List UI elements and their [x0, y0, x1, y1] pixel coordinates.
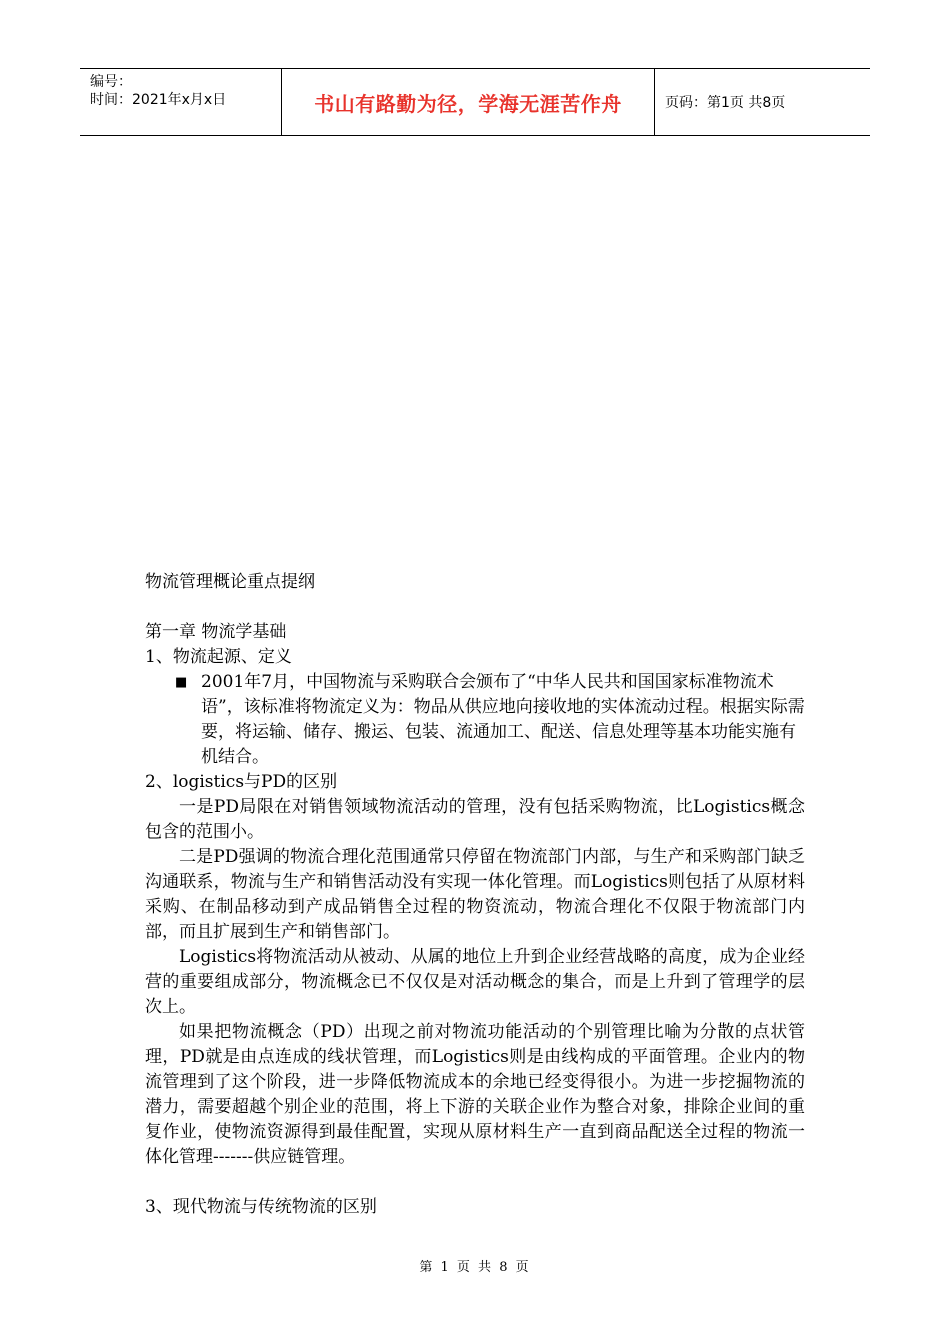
page-footer: 第 1 页 共 8 页: [419, 1260, 531, 1275]
bullet-item: [175, 670, 805, 770]
document-title: 物流管理概论重点提纲: [145, 572, 315, 592]
chapter-heading: 第一章 物流学基础: [145, 622, 287, 642]
square-bullet-icon: ■: [175, 675, 188, 690]
paragraph-4: 如果把物流概念（PD）出现之前对物流功能活动的个别管理比喻为分散的点状管理，PD就是由点连成的线状管理，而Logistics则是由线构成的平面管理。企业内的物流管理到了这个阶段，进一步降低物流成本的余地已经变得很小。为进一步挖掘物流的潜力，需要超越个别企业的范围，将上下游的关联企业作为整合对象，排除企业间的重复作业，使物流资源得到最佳配置，实现从原材料生产一直到商品配送全过程的物流一体化管理-------供应链管理。: [145, 1022, 805, 1167]
document-body: [145, 570, 805, 1220]
paragraph-1: 一是PD局限在对销售领域物流活动的管理，没有包括采购物流，比Logistics概念包含的范围小。: [145, 797, 805, 842]
paragraph-2: 二是PD强调的物流合理化范围通常只停留在物流部门内部，与生产和采购部门缺乏沟通联系，物流与生产和销售活动没有实现一体化管理。而Logistics则包括了从原材料采购、在制品移动到产成品销售全过程的物资流动，物流合理化不仅限于物流部门内部，而且扩展到生产和销售部门。: [145, 847, 805, 942]
paragraph-3: Logistics将物流活动从被动、从属的地位上升到企业经营战略的高度，成为企业经营的重要组成部分，物流概念已不仅仅是对活动概念的集合，而是上升到了管理学的层次上。: [145, 947, 805, 1017]
spacer: [145, 1170, 805, 1195]
header-page-cell: [655, 69, 870, 135]
bullet-text: 2001年7月，中国物流与采购联合会颁布了“中华人民共和国国家标准物流术语”，该标准将物流定义为：物品从供应地向接收地的实体流动过程。根据实际需要，将运输、储存、搬运、包装、流通加工、配送、信息处理等基本功能实施有机结合。: [201, 672, 805, 767]
header-table: [80, 68, 870, 136]
section-heading-1: 1、物流起源、定义: [145, 647, 292, 667]
header-motto-cell: [282, 69, 655, 135]
header-meta-cell: [80, 69, 282, 135]
time-label: 时间：2021年x月x日: [90, 92, 227, 108]
motto-text: 书山有路勤为径，学海无涯苦作舟: [314, 91, 622, 116]
section-heading-3: 3、现代物流与传统物流的区别: [145, 1197, 377, 1217]
section-heading-2: 2、logistics与PD的区别: [145, 772, 338, 792]
spacer: [145, 595, 805, 620]
page-info: 页码：第1页 共8页: [665, 95, 786, 111]
number-label: 编号：: [90, 74, 132, 90]
